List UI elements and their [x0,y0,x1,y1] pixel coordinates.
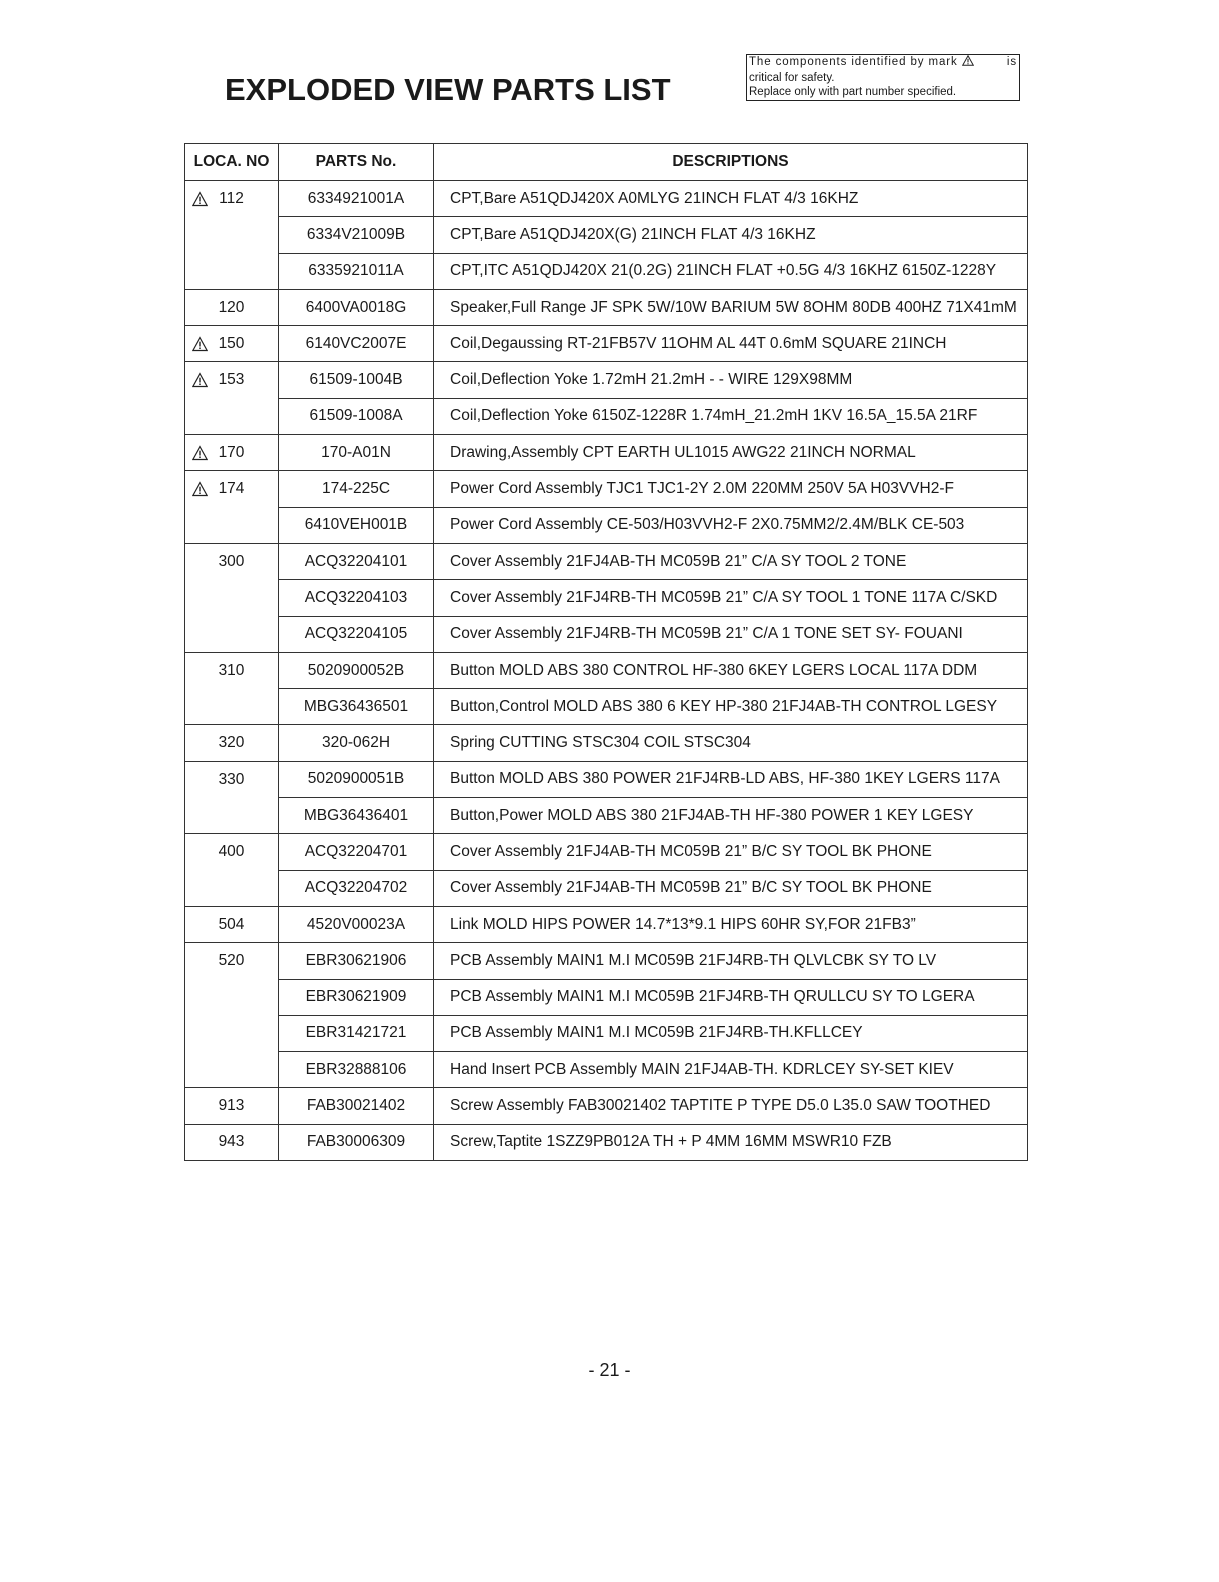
location-number: 330 [218,770,245,788]
description-cell: Cover Assembly 21FJ4AB-TH MC059B 21” C/A SY TOOL 2 TONE [434,543,1028,579]
location-number-cell [185,943,279,979]
safety-warning-icon [192,482,208,497]
part-number-cell: 4520V00023A [279,906,434,942]
location-number-cell [185,217,279,253]
safety-warning-icon [192,191,208,206]
location-number: 170 [218,443,245,461]
location-number: 310 [218,661,245,679]
table-row [185,580,1028,616]
table-row [185,507,1028,543]
location-number: 320 [218,734,245,752]
table-row [185,398,1028,434]
description-cell: Cover Assembly 21FJ4AB-TH MC059B 21” B/C SY TOOL BK PHONE [434,870,1028,906]
location-number: 943 [218,1133,245,1151]
table-row [185,543,1028,579]
description-cell: Coil,Degaussing RT-21FB57V 11OHM AL 44T 0.6mM SQUARE 21INCH [434,326,1028,362]
description-cell: PCB Assembly MAIN1 M.I MC059B 21FJ4RB-TH QRULLCU SY TO LGERA [434,979,1028,1015]
description-cell: Screw,Taptite 1SZZ9PB012A TH + P 4MM 16MM MSWR10 FZB [434,1124,1028,1160]
part-number-cell: MBG36436401 [279,798,434,834]
part-number-cell: MBG36436501 [279,689,434,725]
description-cell: Drawing,Assembly CPT EARTH UL1015 AWG22 21INCH NORMAL [434,435,1028,471]
description-cell: Cover Assembly 21FJ4RB-TH MC059B 21” C/A 1 TONE SET SY- FOUANI [434,616,1028,652]
location-number: 112 [219,189,244,207]
table-row [185,1052,1028,1088]
location-number-cell [185,580,279,616]
table-row [185,689,1028,725]
part-number-cell: EBR30621906 [279,943,434,979]
location-number-cell [185,1015,279,1051]
location-number-cell [185,1052,279,1088]
safety-note-text-prefix: The components identified by mark [749,56,958,68]
table-row [185,616,1028,652]
location-number-cell [185,1088,279,1124]
part-number-cell: ACQ32204101 [279,543,434,579]
location-number: 150 [218,334,245,352]
part-number-cell: 6140VC2007E [279,326,434,362]
safety-warning-icon [192,373,208,388]
safety-note-line2: critical for safety. [749,71,835,84]
part-number-cell: 6410VEH001B [279,507,434,543]
part-number-cell: 6334V21009B [279,217,434,253]
description-cell: Button,Power MOLD ABS 380 21FJ4AB-TH HF-380 POWER 1 KEY LGESY [434,798,1028,834]
location-number-cell [185,689,279,725]
part-number-cell: 320-062H [279,725,434,761]
part-number-cell: 61509-1008A [279,398,434,434]
description-cell: Power Cord Assembly TJC1 TJC1-2Y 2.0M 220MM 250V 5A H03VVH2-F [434,471,1028,507]
part-number-cell: EBR31421721 [279,1015,434,1051]
location-number-cell [185,543,279,579]
location-number-cell [185,289,279,325]
location-number: 504 [218,915,245,933]
table-row [185,289,1028,325]
description-cell: CPT,Bare A51QDJ420X(G) 21INCH FLAT 4/3 16KHZ [434,217,1028,253]
table-row [185,652,1028,688]
part-number-cell: ACQ32204701 [279,834,434,870]
location-number-cell [185,979,279,1015]
description-cell: Spring CUTTING STSC304 COIL STSC304 [434,725,1028,761]
part-number-cell: FAB30021402 [279,1088,434,1124]
location-number-cell [185,398,279,434]
part-number-cell: ACQ32204105 [279,616,434,652]
table-row [185,217,1028,253]
description-cell: CPT,Bare A51QDJ420X A0MLYG 21INCH FLAT 4/3 16KHZ [434,181,1028,217]
table-row [185,435,1028,471]
description-cell: Hand Insert PCB Assembly MAIN 21FJ4AB-TH. KDRLCEY SY-SET KIEV [434,1052,1028,1088]
safety-note-line1 [749,55,1017,71]
location-number-cell [185,326,279,362]
description-cell: PCB Assembly MAIN1 M.I MC059B 21FJ4RB-TH QLVLCBK SY TO LV [434,943,1028,979]
table-row [185,870,1028,906]
part-number-cell: 6335921011A [279,253,434,289]
table-row [185,725,1028,761]
part-number-cell: 174-225C [279,471,434,507]
location-number-cell [185,652,279,688]
location-number: 400 [218,843,245,861]
part-number-cell: 5020900051B [279,761,434,797]
location-number: 520 [218,952,245,970]
location-number-cell [185,798,279,834]
description-cell: Button MOLD ABS 380 CONTROL HF-380 6KEY LGERS LOCAL 117A DDM [434,652,1028,688]
part-number-cell: ACQ32204702 [279,870,434,906]
part-number-cell: EBR32888106 [279,1052,434,1088]
location-number: 153 [218,371,245,389]
description-cell: Power Cord Assembly CE-503/H03VVH2-F 2X0.75MM2/2.4M/BLK CE-503 [434,507,1028,543]
description-cell: Button,Control MOLD ABS 380 6 KEY HP-380 21FJ4AB-TH CONTROL LGESY [434,689,1028,725]
table-row [185,362,1028,398]
parts-table-body [185,181,1028,1161]
location-number: 300 [218,552,245,570]
safety-warning-icon [192,336,208,351]
description-cell: Coil,Deflection Yoke 6150Z-1228R 1.74mH_21.2mH 1KV 16.5A_15.5A 21RF [434,398,1028,434]
location-number: 174 [218,480,245,498]
description-cell: Button MOLD ABS 380 POWER 21FJ4RB-LD ABS, HF-380 1KEY LGERS 117A [434,761,1028,797]
safety-note-box [746,54,1020,101]
location-number-cell [185,725,279,761]
part-number-cell: FAB30006309 [279,1124,434,1160]
location-number-cell [185,1124,279,1160]
safety-warning-icon [962,55,974,71]
table-row [185,834,1028,870]
safety-warning-icon [192,445,208,460]
location-number-cell [185,471,279,507]
location-number-cell [185,181,279,217]
description-cell: Coil,Deflection Yoke 1.72mH 21.2mH - - WIRE 129X98MM [434,362,1028,398]
column-header-loca-no: LOCA. NO [185,144,279,181]
part-number-cell: ACQ32204103 [279,580,434,616]
part-number-cell: 6334921001A [279,181,434,217]
table-row [185,471,1028,507]
location-number-cell [185,507,279,543]
table-row [185,761,1028,797]
location-number: 120 [218,298,245,316]
column-header-parts-no: PARTS No. [279,144,434,181]
location-number-cell [185,870,279,906]
description-cell: CPT,ITC A51QDJ420X 21(0.2G) 21INCH FLAT +0.5G 4/3 16KHZ 6150Z-1228Y [434,253,1028,289]
location-number-cell [185,253,279,289]
part-number-cell: 170-A01N [279,435,434,471]
safety-note-text-suffix: is [1006,56,1017,68]
table-row [185,326,1028,362]
location-number: 913 [218,1097,245,1115]
table-row [185,1088,1028,1124]
description-cell: PCB Assembly MAIN1 M.I MC059B 21FJ4RB-TH.KFLLCEY [434,1015,1028,1051]
page-number: - 21 - [588,1360,631,1380]
table-row [185,1015,1028,1051]
description-cell: Cover Assembly 21FJ4RB-TH MC059B 21” C/A SY TOOL 1 TONE 117A C/SKD [434,580,1028,616]
table-row [185,253,1028,289]
column-header-descriptions: DESCRIPTIONS [434,144,1028,181]
page-title: EXPLODED VIEW PARTS LIST [225,72,671,107]
part-number-cell: EBR30621909 [279,979,434,1015]
table-row [185,798,1028,834]
location-number-cell [185,834,279,870]
location-number-cell [185,616,279,652]
location-number-cell [185,435,279,471]
table-header-row [185,144,1028,181]
table-row [185,1124,1028,1160]
location-number-cell [185,362,279,398]
safety-note-line3: Replace only with part number specified. [749,86,957,98]
part-number-cell: 6400VA0018G [279,289,434,325]
table-row [185,181,1028,217]
description-cell: Link MOLD HIPS POWER 14.7*13*9.1 HIPS 60HR SY,FOR 21FB3” [434,906,1028,942]
part-number-cell: 5020900052B [279,652,434,688]
table-row [185,979,1028,1015]
parts-table [184,143,1028,1161]
description-cell: Speaker,Full Range JF SPK 5W/10W BARIUM 5W 8OHM 80DB 400HZ 71X41mM [434,289,1028,325]
table-row [185,943,1028,979]
table-row [185,906,1028,942]
description-cell: Cover Assembly 21FJ4AB-TH MC059B 21” B/C SY TOOL BK PHONE [434,834,1028,870]
part-number-cell: 61509-1004B [279,362,434,398]
location-number-cell [185,906,279,942]
location-number-cell [185,761,279,797]
description-cell: Screw Assembly FAB30021402 TAPTITE P TYPE D5.0 L35.0 SAW TOOTHED [434,1088,1028,1124]
